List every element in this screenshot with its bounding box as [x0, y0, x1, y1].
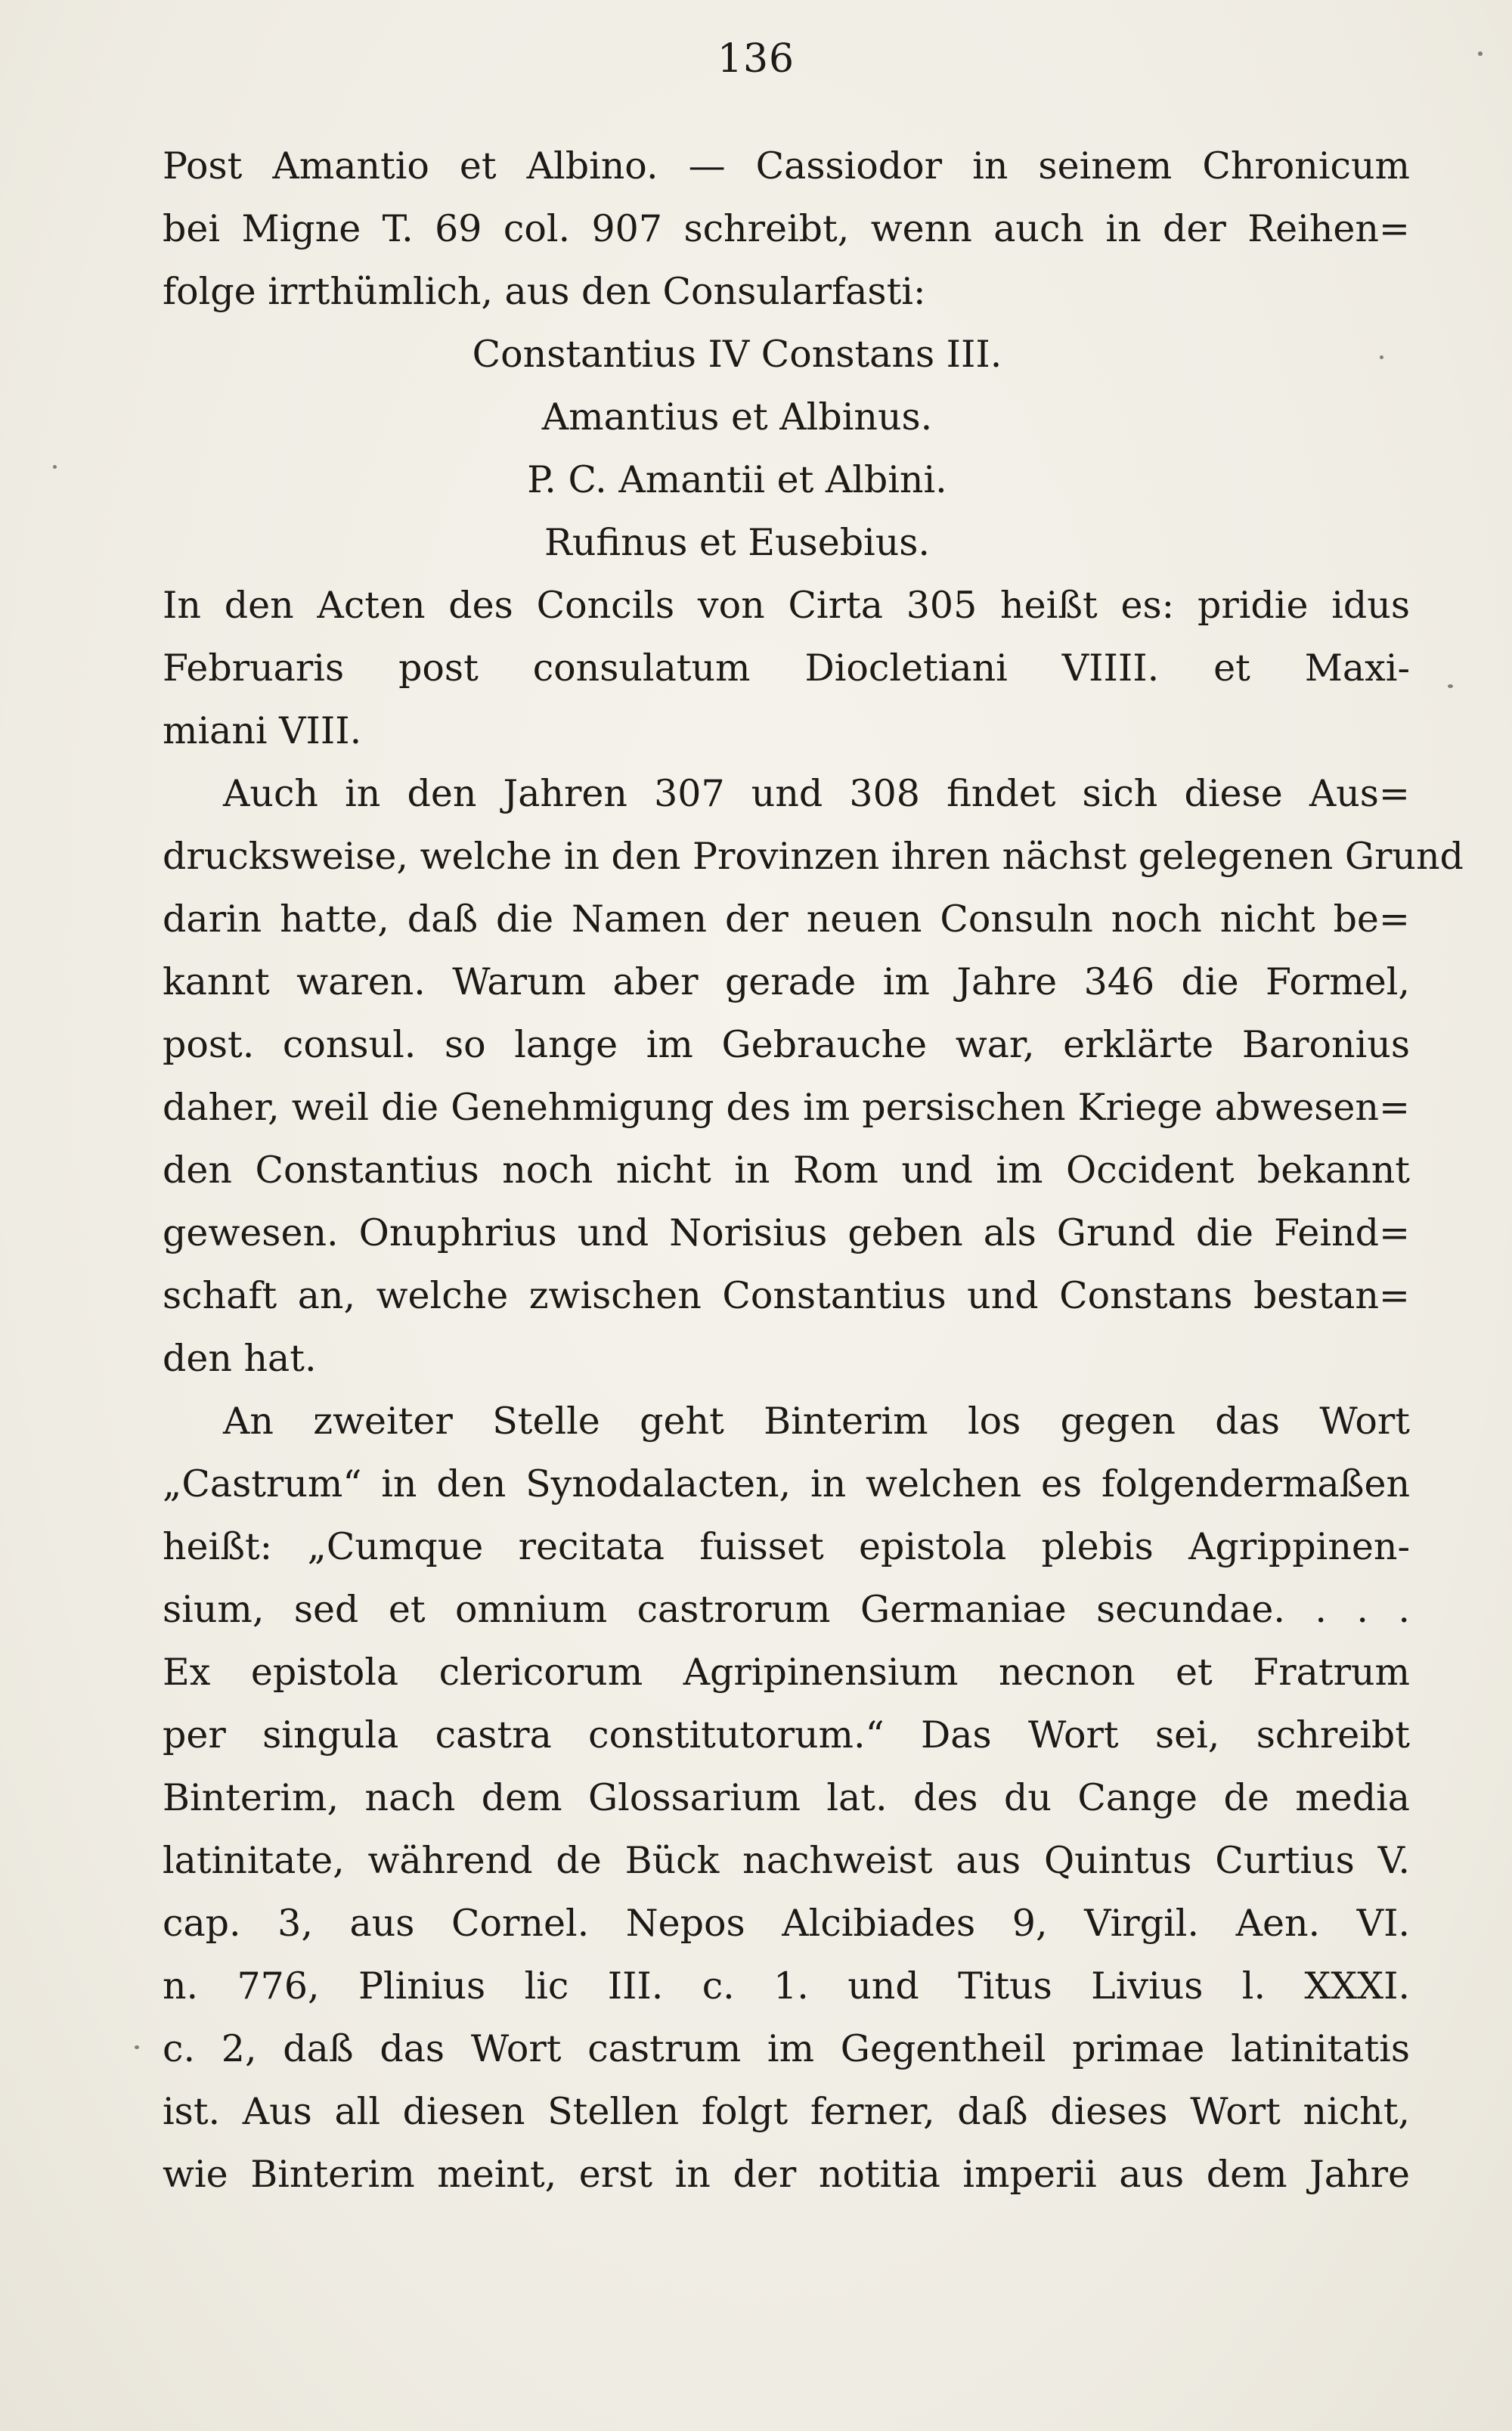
- body-text: [163, 135, 1464, 2206]
- text-line: drucksweise, welche in den Provinzen ihren nächst gelegenen Grund: [163, 835, 1464, 878]
- text-line: sium, sed et omnium castrorum Germaniae secundae. . . .: [163, 1588, 1410, 1631]
- paragraph-start-line: An zweiter Stelle geht Binterim los gegen das Wort: [223, 1400, 1410, 1443]
- text-line: gewesen. Onuphrius und Norisius geben als Grund die Feind=: [163, 1211, 1410, 1254]
- text-line: folge irrthümlich, aus den Consularfasti:: [163, 270, 926, 313]
- scan-speck: [53, 465, 57, 469]
- consul-list-line: Constantius IV Constans III.: [472, 333, 1002, 376]
- text-line: c. 2, daß das Wort castrum im Gegentheil primae latinitatis: [163, 2027, 1410, 2070]
- text-line: Februaris post consulatum Diocletiani VIIII. et Maxi-: [163, 647, 1410, 690]
- text-line: darin hatte, daß die Namen der neuen Consuln noch nicht be=: [163, 898, 1410, 941]
- text-line: post. consul. so lange im Gebrauche war, erklärte Baronius: [163, 1023, 1410, 1066]
- text-line: ist. Aus all diesen Stellen folgt ferner, daß dieses Wort nicht,: [163, 2090, 1410, 2133]
- text-line: heißt: „Cumque recitata fuisset epistola plebis Agrippinen-: [163, 1525, 1410, 1568]
- text-line: den hat.: [163, 1337, 317, 1380]
- text-line: In den Acten des Concils von Cirta 305 heißt es: pridie idus: [163, 584, 1410, 627]
- text-line: wie Binterim meint, erst in der notitia imperii aus dem Jahre: [163, 2153, 1410, 2196]
- text-line: „Castrum“ in den Synodalacten, in welchen es folgendermaßen: [163, 1462, 1410, 1505]
- text-line: den Constantius noch nicht in Rom und im Occident bekannt: [163, 1149, 1410, 1192]
- consul-list-line: Amantius et Albinus.: [541, 395, 933, 439]
- page-number: 136: [717, 36, 795, 82]
- text-line: daher, weil die Genehmigung des im persischen Kriege abwesen=: [163, 1086, 1410, 1129]
- scan-speck: [135, 2045, 139, 2049]
- text-line: latinitate, während de Bück nachweist aus Quintus Curtius V.: [163, 1839, 1410, 1882]
- text-line: cap. 3, aus Cornel. Nepos Alcibiades 9, Virgil. Aen. VI.: [163, 1902, 1410, 1945]
- text-line: Binterim, nach dem Glossarium lat. des du Cange de media: [163, 1776, 1410, 1819]
- text-line: kannt waren. Warum aber gerade im Jahre 346 die Formel,: [163, 960, 1410, 1003]
- text-line: n. 776, Plinius lic III. c. 1. und Titus Livius l. XXXI.: [163, 1964, 1410, 2008]
- paragraph-start-line: Auch in den Jahren 307 und 308 findet sich diese Aus=: [223, 772, 1410, 815]
- scan-speck: [1448, 684, 1453, 688]
- text-line: schaft an, welche zwischen Constantius und Constans bestan=: [163, 1274, 1410, 1317]
- text-line: Ex epistola clericorum Agripinensium necnon et Fratrum: [163, 1651, 1410, 1694]
- consul-list-line: Rufinus et Eusebius.: [544, 521, 931, 564]
- consul-list-line: P. C. Amantii et Albini.: [527, 458, 947, 501]
- text-line: Post Amantio et Albino. — Cassiodor in seinem Chronicum: [163, 144, 1410, 188]
- text-line: bei Migne T. 69 col. 907 schreibt, wenn auch in der Reihen=: [163, 207, 1410, 250]
- text-line: miani VIII.: [163, 709, 362, 752]
- scan-speck: [1380, 355, 1383, 359]
- text-line: per singula castra constitutorum.“ Das Wort sei, schreibt: [163, 1713, 1410, 1757]
- scan-speck: [1478, 51, 1483, 56]
